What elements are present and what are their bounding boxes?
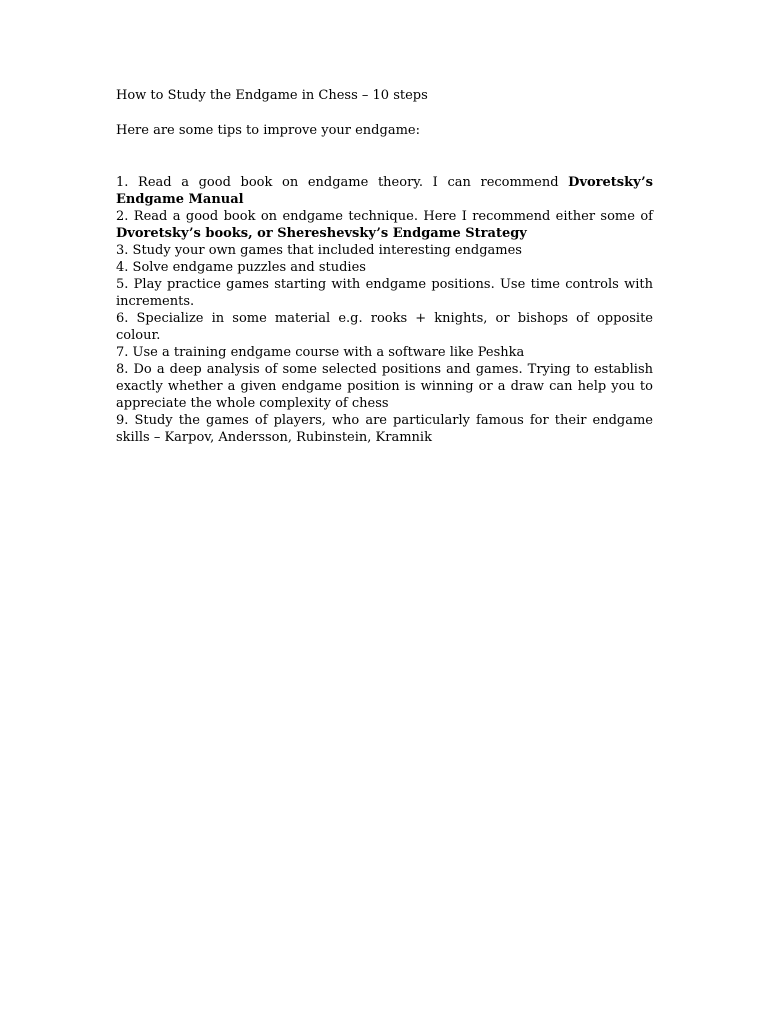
list-item [116, 242, 653, 259]
list-item [116, 174, 653, 208]
list-item-text: 7. Use a training endgame course with a software like Peshka [116, 345, 525, 360]
list-item [116, 361, 653, 412]
list-item [116, 208, 653, 242]
list-item-text: 8. Do a deep analysis of some selected positions and games. Trying to establish exactly whether a given endgame position is winning or a draw can help you to appreciate the whole complexity of chess [116, 362, 653, 411]
document-page [116, 87, 653, 446]
list-item-bold-text: Dvoretsky’s Endgame Manual [116, 175, 653, 207]
list-item-text: 5. Play practice games starting with endgame positions. Use time controls with increments. [116, 277, 653, 309]
list-item [116, 259, 653, 276]
list-item-bold-text: Dvoretsky’s books, or Shereshevsky’s Endgame Strategy [116, 226, 527, 241]
list-item [116, 344, 653, 361]
list-item-text: 4. Solve endgame puzzles and studies [116, 260, 366, 275]
list-item-text: 6. Specialize in some material e.g. rooks + knights, or bishops of opposite colour. [116, 311, 653, 343]
list-item [116, 276, 653, 310]
list-item [116, 310, 653, 344]
list-item-text: 1. Read a good book on endgame theory. I can recommend [116, 175, 569, 190]
list-item-text: 2. Read a good book on endgame technique. Here I recommend either some of [116, 209, 653, 224]
list-item-text: 9. Study the games of players, who are particularly famous for their endgame skills – Karpov, Andersson, Rubinstein, Kramnik [116, 413, 653, 445]
list-item [116, 412, 653, 446]
document-title: How to Study the Endgame in Chess – 10 steps [116, 88, 428, 103]
intro-text: Here are some tips to improve your endgame: [116, 123, 420, 138]
tips-list [116, 174, 653, 446]
list-item-text: 3. Study your own games that included interesting endgames [116, 243, 522, 258]
